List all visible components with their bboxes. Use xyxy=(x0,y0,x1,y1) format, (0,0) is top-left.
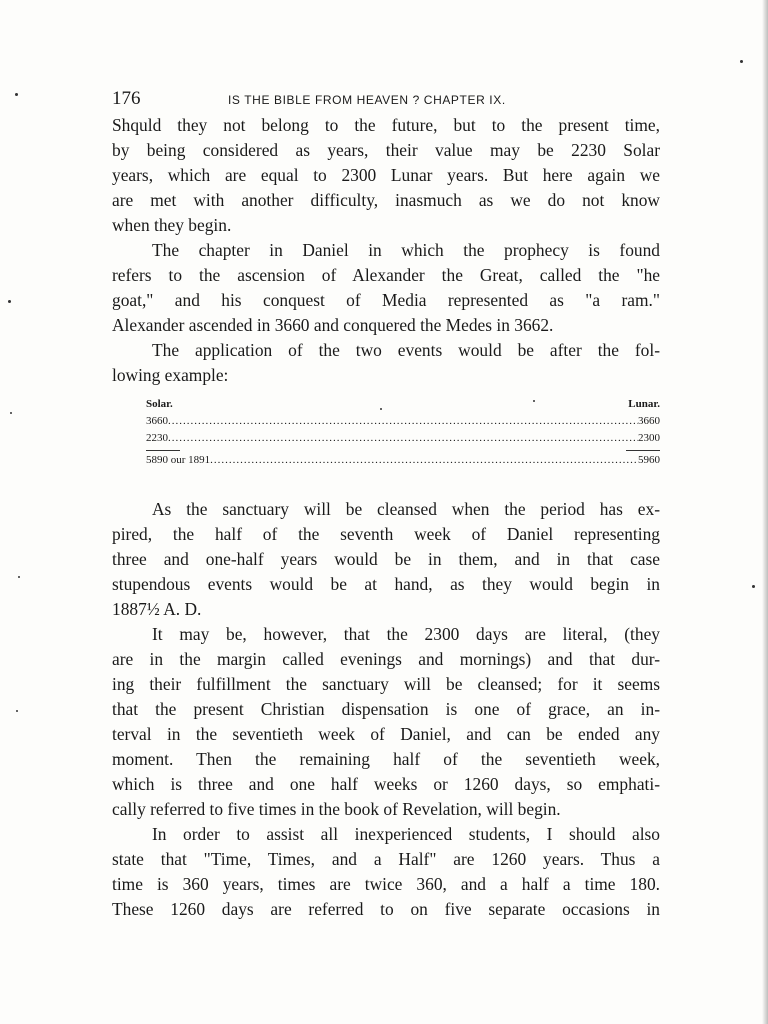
text-line: years, which are equal to 2300 Lunar years. But here again we xyxy=(112,165,660,185)
running-head xyxy=(112,88,662,112)
text-line: Alexander ascended in 3660 and conquered the Medes in 3662. xyxy=(112,315,554,335)
text-line: The chapter in Daniel in which the prophecy is found xyxy=(152,240,660,260)
dot-leader xyxy=(168,430,638,447)
body-text xyxy=(112,113,660,922)
text-line: are in the margin called evenings and mornings) and that dur- xyxy=(112,649,660,669)
text-line: terval in the seventieth week of Daniel, and can be ended any xyxy=(112,724,660,744)
table-row xyxy=(146,413,660,430)
scan-speck xyxy=(10,412,12,414)
text-line: These 1260 days are referred to on five separate occasions in xyxy=(112,899,660,919)
text-line: ing their fulfillment the sanctuary will be cleansed; for it seems xyxy=(112,674,660,694)
text-line: lowing example: xyxy=(112,365,229,385)
text-line: stupendous events would be at hand, as they would begin in xyxy=(112,574,660,594)
table-header-lunar: Lunar. xyxy=(628,398,660,410)
scan-speck xyxy=(18,576,20,578)
page-number: 176 xyxy=(112,88,141,109)
table-cell-solar: 2230 xyxy=(146,432,168,444)
sum-rule-right xyxy=(626,450,660,451)
text-line: when they begin. xyxy=(112,215,232,235)
table-cell-lunar: 3660 xyxy=(638,415,660,427)
sum-rule-left xyxy=(146,450,180,451)
text-line: goat," and his conquest of Media represented as "a ram." xyxy=(112,290,660,310)
scan-speck xyxy=(15,93,18,96)
dot-leader xyxy=(210,452,638,469)
text-line: The application of the two events would be after the fol- xyxy=(152,340,660,360)
text-line: pired, the half of the seventh week of Daniel representing xyxy=(112,524,660,544)
text-line: moment. Then the remaining half of the seventieth week, xyxy=(112,749,660,769)
text-line: are met with another difficulty, inasmuch as we do not know xyxy=(112,190,660,210)
solar-lunar-table xyxy=(146,396,660,469)
scan-speck xyxy=(752,585,755,588)
text-line: state that "Time, Times, and a Half" are 1260 years. Thus a xyxy=(112,849,660,869)
text-line: that the present Christian dispensation is one of grace, an in- xyxy=(112,699,660,719)
table-cell-solar: 3660 xyxy=(146,415,168,427)
text-line: which is three and one half weeks or 1260 days, so emphati- xyxy=(112,774,660,794)
table-total-row xyxy=(146,452,660,469)
right-page-edge-shadow xyxy=(762,0,768,1024)
running-title: IS THE BIBLE FROM HEAVEN ? CHAPTER IX. xyxy=(228,93,506,107)
table-header-row xyxy=(146,396,660,413)
table-row xyxy=(146,430,660,447)
text-line: time is 360 years, times are twice 360, and a half a time 180. xyxy=(112,874,660,894)
text-line: As the sanctuary will be cleansed when the period has ex- xyxy=(152,499,660,519)
spacer xyxy=(112,469,660,497)
text-line: Shquld they not belong to the future, but to the present time, xyxy=(112,115,660,135)
text-line: cally referred to five times in the book of Revelation, will begin. xyxy=(112,799,561,819)
scan-speck xyxy=(16,710,18,712)
table-total-solar: 5890 our 1891 xyxy=(146,454,211,466)
text-line: three and one-half years would be in them, and in that case xyxy=(112,549,660,569)
text-line: In order to assist all inexperienced students, I should also xyxy=(152,824,660,844)
dot-leader xyxy=(168,413,638,430)
text-line: refers to the ascension of Alexander the Great, called the "he xyxy=(112,265,660,285)
table-cell-lunar: 2300 xyxy=(638,432,660,444)
table-header-solar: Solar. xyxy=(146,398,173,410)
text-line: 1887½ A. D. xyxy=(112,599,202,619)
table-total-lunar: 5960 xyxy=(638,454,660,466)
text-line: It may be, however, that the 2300 days are literal, (they xyxy=(152,624,660,644)
text-line: by being considered as years, their value may be 2230 Solar xyxy=(112,140,660,160)
scan-speck xyxy=(8,300,11,303)
scan-speck xyxy=(740,60,743,63)
